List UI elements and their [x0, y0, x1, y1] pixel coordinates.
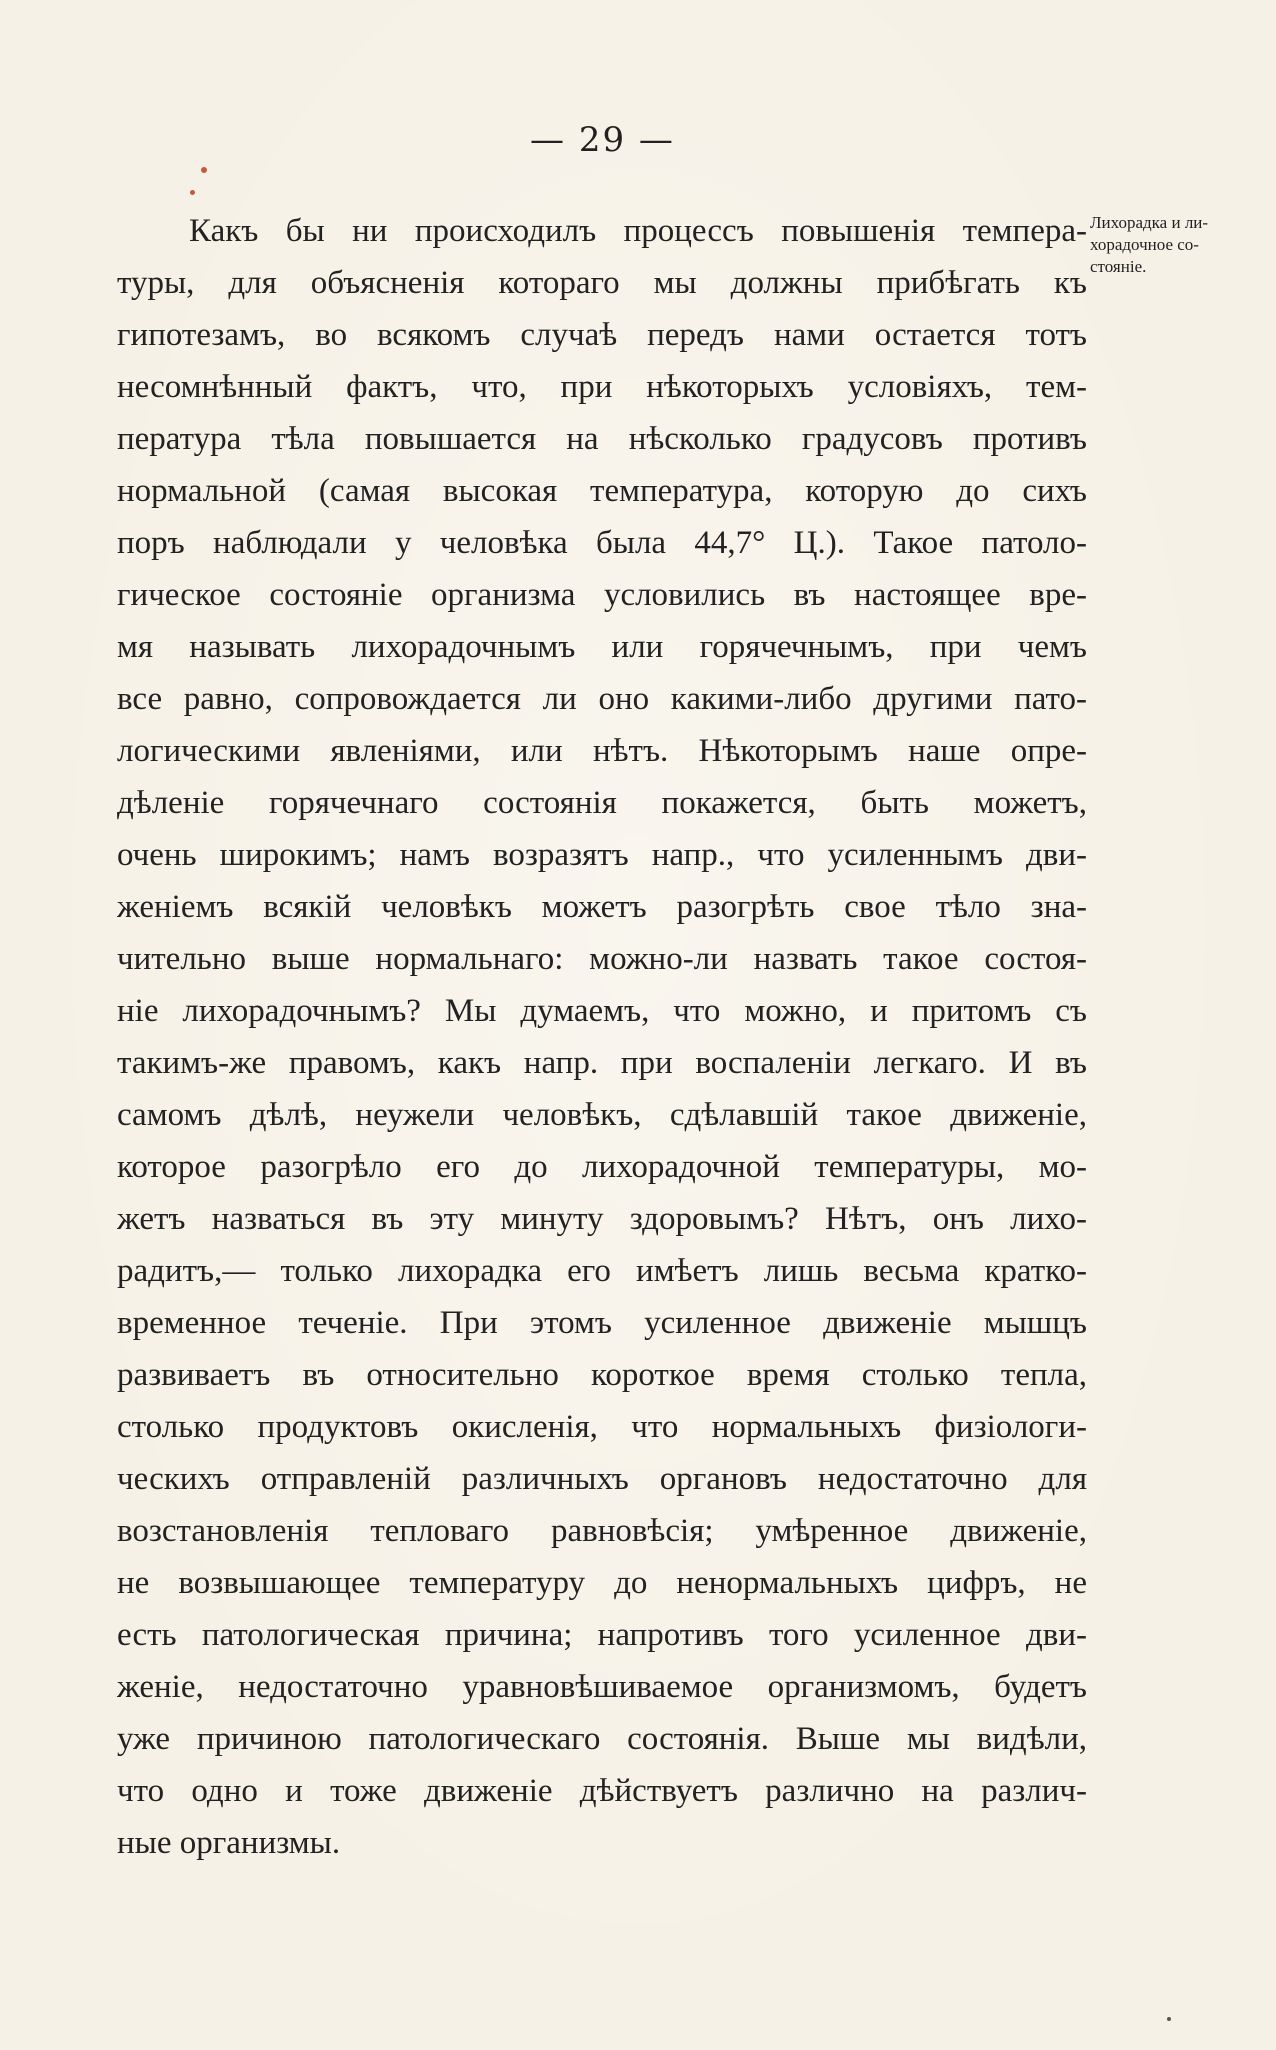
text-line: жетъ назваться въ эту минуту здоровымъ? Нѣтъ, онъ лихо-: [117, 1201, 1087, 1237]
text-line: чительно выше нормальнаго: можно-ли назвать такое состоя-: [117, 941, 1087, 977]
margin-note-line: Лихорадка и ли-: [1090, 213, 1209, 232]
text-line: нормальной (самая высокая температура, которую до сихъ: [117, 473, 1087, 509]
text-line: что одно и тоже движеніе дѣйствуетъ различно на различ-: [117, 1773, 1087, 1809]
text-line: временное теченіе. При этомъ усиленное движеніе мышцъ: [117, 1305, 1087, 1341]
text-line: женіемъ всякій человѣкъ можетъ разогрѣть свое тѣло зна-: [117, 889, 1087, 925]
ink-speck: [190, 190, 195, 195]
text-line: ные организмы.: [117, 1825, 341, 1861]
page-number: — 29 —: [530, 120, 675, 160]
text-line: пература тѣла повышается на нѣсколько градусовъ противъ: [117, 421, 1087, 457]
text-line: уже причиною патологическаго состоянія. Выше мы видѣли,: [117, 1721, 1087, 1757]
text-line: логическими явленіями, или нѣтъ. Нѣкоторымъ наше опре-: [117, 733, 1087, 769]
text-line: поръ наблюдали у человѣка была 44,7° Ц.). Такое патоло-: [117, 525, 1087, 561]
text-line: мя называть лихорадочнымъ или горячечнымъ, при чемъ: [117, 629, 1087, 665]
text-line: такимъ-же правомъ, какъ напр. при воспаленіи легкаго. И въ: [117, 1045, 1087, 1081]
text-line: которое разогрѣло его до лихорадочной температуры, мо-: [117, 1149, 1087, 1185]
text-line: несомнѣнный фактъ, что, при нѣкоторыхъ условіяхъ, тем-: [117, 369, 1087, 405]
text-line: очень широкимъ; намъ возразятъ напр., что усиленнымъ дви-: [117, 837, 1087, 873]
text-line: развиваетъ въ относительно короткое время столько тепла,: [117, 1357, 1087, 1393]
text-line: радитъ,— только лихорадка его имѣетъ лишь весьма кратко-: [117, 1253, 1087, 1289]
text-line: самомъ дѣлѣ, неужели человѣкъ, сдѣлавшій такое движеніе,: [117, 1097, 1087, 1133]
text-line: есть патологическая причина; напротивъ того усиленное дви-: [117, 1617, 1087, 1653]
text-line: возстановленія тепловаго равновѣсія; умѣренное движеніе,: [117, 1513, 1087, 1549]
text-line: женіе, недостаточно уравновѣшиваемое организмомъ, будетъ: [117, 1669, 1087, 1705]
text-line: ческихъ отправленій различныхъ органовъ недостаточно для: [117, 1461, 1087, 1497]
text-line: не возвышающее температуру до ненормальныхъ цифръ, не: [117, 1565, 1087, 1601]
margin-note-line: стояніе.: [1090, 257, 1147, 276]
ink-speck: [1167, 2017, 1171, 2021]
text-line: туры, для объясненія котораго мы должны прибѣгать къ: [117, 265, 1087, 301]
text-line: столько продуктовъ окисленія, что нормальныхъ физіологи-: [117, 1409, 1087, 1445]
text-line: Какъ бы ни происходилъ процессъ повышенія темпера-: [189, 213, 1087, 249]
text-line: гипотезамъ, во всякомъ случаѣ передъ нами остается тотъ: [117, 317, 1087, 353]
text-line: гическое состояніе организма условились въ настоящее вре-: [117, 577, 1087, 613]
body-paragraph: [117, 205, 1087, 1869]
ink-speck: [201, 167, 207, 173]
text-line: все равно, сопровождается ли оно какими-либо другими пато-: [117, 681, 1087, 717]
margin-note: [1090, 212, 1268, 278]
margin-note-line: хорадочное со-: [1090, 235, 1199, 254]
text-line: ніе лихорадочнымъ? Мы думаемъ, что можно, и притомъ съ: [117, 993, 1087, 1029]
text-line: дѣленіе горячечнаго состоянія покажется, быть можетъ,: [117, 785, 1087, 821]
